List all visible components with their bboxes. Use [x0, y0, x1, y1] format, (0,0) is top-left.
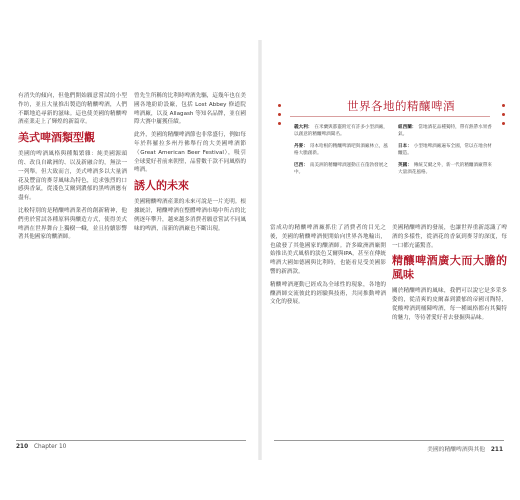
left-col1-paragraph-3: 比較特別的是精釀啤酒業者的創新精神，他們勇於嘗試各種原料與釀造方式，使得美式啤酒在世界舞台上獨樹一幟，並且持續影響著其他國家的釀酒師。	[18, 207, 127, 241]
right-folio-rule	[274, 440, 504, 441]
right-col1-paragraph-2: 精釀啤酒運動已經成為全球性的現象，各地的釀酒師交流彼此的經驗與技術，共同推動啤酒文化的發展。	[270, 281, 386, 306]
sidebar-entry-term: 紐西蘭：	[398, 125, 417, 130]
right-page-running-title: 美國的精釀啤酒與其他	[427, 447, 486, 453]
sidebar-entry-text: 在米蘭與都靈附近有許多小型酒廠，以創意的精釀啤酒聞名。	[294, 125, 388, 138]
sidebar-entry	[398, 124, 494, 139]
right-page-number: 211	[490, 447, 503, 453]
right-page-column-2	[392, 224, 507, 424]
heading-american-beer-styles: 美式啤酒類型觀	[18, 131, 95, 145]
heading-attractive-future: 誘人的未來	[134, 179, 189, 193]
left-col1-paragraph-2: 美國的啤酒風格與種類繁雜：純美國源頭的、改良自歐洲的、以及新融合的，無法一一列舉。但大致而言，美式啤酒多以大量酒花及豐富的麥芽風味為特色，追求強烈的口感與香氣，從淺色艾爾到濃郁的黑啤酒應有盡有。	[18, 151, 127, 202]
sidebar-entry-text: 小型地啤酒廠遍布全國，常以在地食材釀造。	[398, 143, 492, 157]
sidebar-entry	[294, 162, 390, 177]
sidebar-entry-term: 丹麥：	[294, 143, 308, 149]
right-page-folio	[427, 444, 503, 453]
sidebar-entry-term: 義大利：	[294, 125, 313, 130]
left-col2-paragraph-1: 曾先生所稱的比利時啤酒先驅，這幾年也在美國各地紛紛設廠，包括 Lost Abbey 修道院啤酒廠，以及 Allagash 等知名品牌，並在國際大賽中屢獲佳績。	[134, 93, 246, 126]
left-page-chapter-label: Chapter 10	[33, 444, 67, 450]
book-gutter	[258, 40, 262, 460]
left-page	[10, 34, 255, 470]
sidebar-entry	[398, 162, 494, 177]
sidebar-entry-text: 哥本哈根的精釀啤酒吧與酒廠林立，風格大膽創新。	[294, 143, 388, 157]
sidebar-ornament-right	[502, 104, 506, 232]
sidebar-entry	[294, 143, 390, 158]
right-col2-paragraph-1: 美國精釀啤酒的發展，也讓世界重新認識了啤酒的多樣性，從酒花的香氣到麥芽的深度，每一口都充滿驚喜。	[392, 225, 507, 249]
left-col2-paragraph-3: 美國精釀啤酒產業的未來可說是一片光明。根據統計，精釀啤酒在整體啤酒市場中所占的比例逐年攀升，越來越多消費者願意嘗試不同風味的啤酒，而新的酒廠也不斷出現。	[134, 199, 246, 232]
sidebar-entry-text: 南美洲的精釀啤酒運動正在蓬勃發展之中。	[294, 162, 388, 176]
sidebar-entry-term: 巴西：	[294, 162, 308, 168]
left-page-folio	[16, 444, 66, 450]
left-col1-paragraph-1: 有消失的傾向，但他們開始願意嘗試的小型作坊，並且大量推出製造的精釀啤酒，人們不斷地追尋新的滋味。這也使美國的精釀啤酒產業走上了輝煌的新篇章。	[18, 93, 127, 126]
sidebar-ornament-left	[278, 104, 282, 232]
right-col1-paragraph-1: 當成功的精釀啤酒廠抓住了消費者的目光之後，美國的精釀啤酒便開始向世界各地輸出，也啟發了其他國家的釀酒師。許多歐洲酒廠開始推出美式風格的淡色艾爾與IPA，甚至在傳統啤酒大國如德國與比利時，也能看見受美國影響的新酒款。	[270, 225, 386, 275]
sidebar-entry-text: 當地酒花品種獨特，帶有熱帶水果香氣。	[398, 125, 492, 138]
left-page-column-1	[18, 92, 127, 422]
sidebar-entry-text: 傳統艾爾之外，新一代的精釀酒廠帶來大量酒花風格。	[398, 162, 492, 176]
sidebar-entry-term: 日本：	[398, 143, 412, 149]
sidebar-entry	[294, 124, 390, 139]
sidebar-column-2	[398, 124, 494, 216]
sidebar-title: 世界各地的精釀啤酒	[347, 99, 455, 113]
sidebar-column-1	[294, 124, 390, 216]
left-col2-paragraph-2: 此外，美國的精釀啤酒節也非常盛行，例如每年於科羅拉多州丹佛舉行的大美國啤酒節（Great American Beer Festival），吸引全球愛好者前來朝聖，品嘗數千款不同風格的啤酒。	[134, 132, 246, 174]
left-page-number: 210	[16, 444, 29, 450]
sidebar-entry	[398, 143, 494, 158]
heading-bold-flavors: 精釀啤酒廣大而大膽的風味	[392, 254, 507, 282]
right-col2-paragraph-2: 關於精釀啤酒的風味，我們可以說它是多采多姿的，從清爽的皮爾森到濃郁的帝國司陶特，從酸啤酒到桶陳啤酒，每一種風格都有其獨特的魅力，等待著愛好者去發掘與品味。	[392, 288, 507, 321]
right-page-column-1	[270, 224, 386, 424]
left-page-column-2	[134, 92, 246, 422]
sidebar-title-rule	[290, 116, 490, 117]
right-page	[266, 34, 511, 470]
sidebar-entry-term: 英國：	[398, 162, 412, 168]
left-folio-rule	[16, 440, 246, 441]
